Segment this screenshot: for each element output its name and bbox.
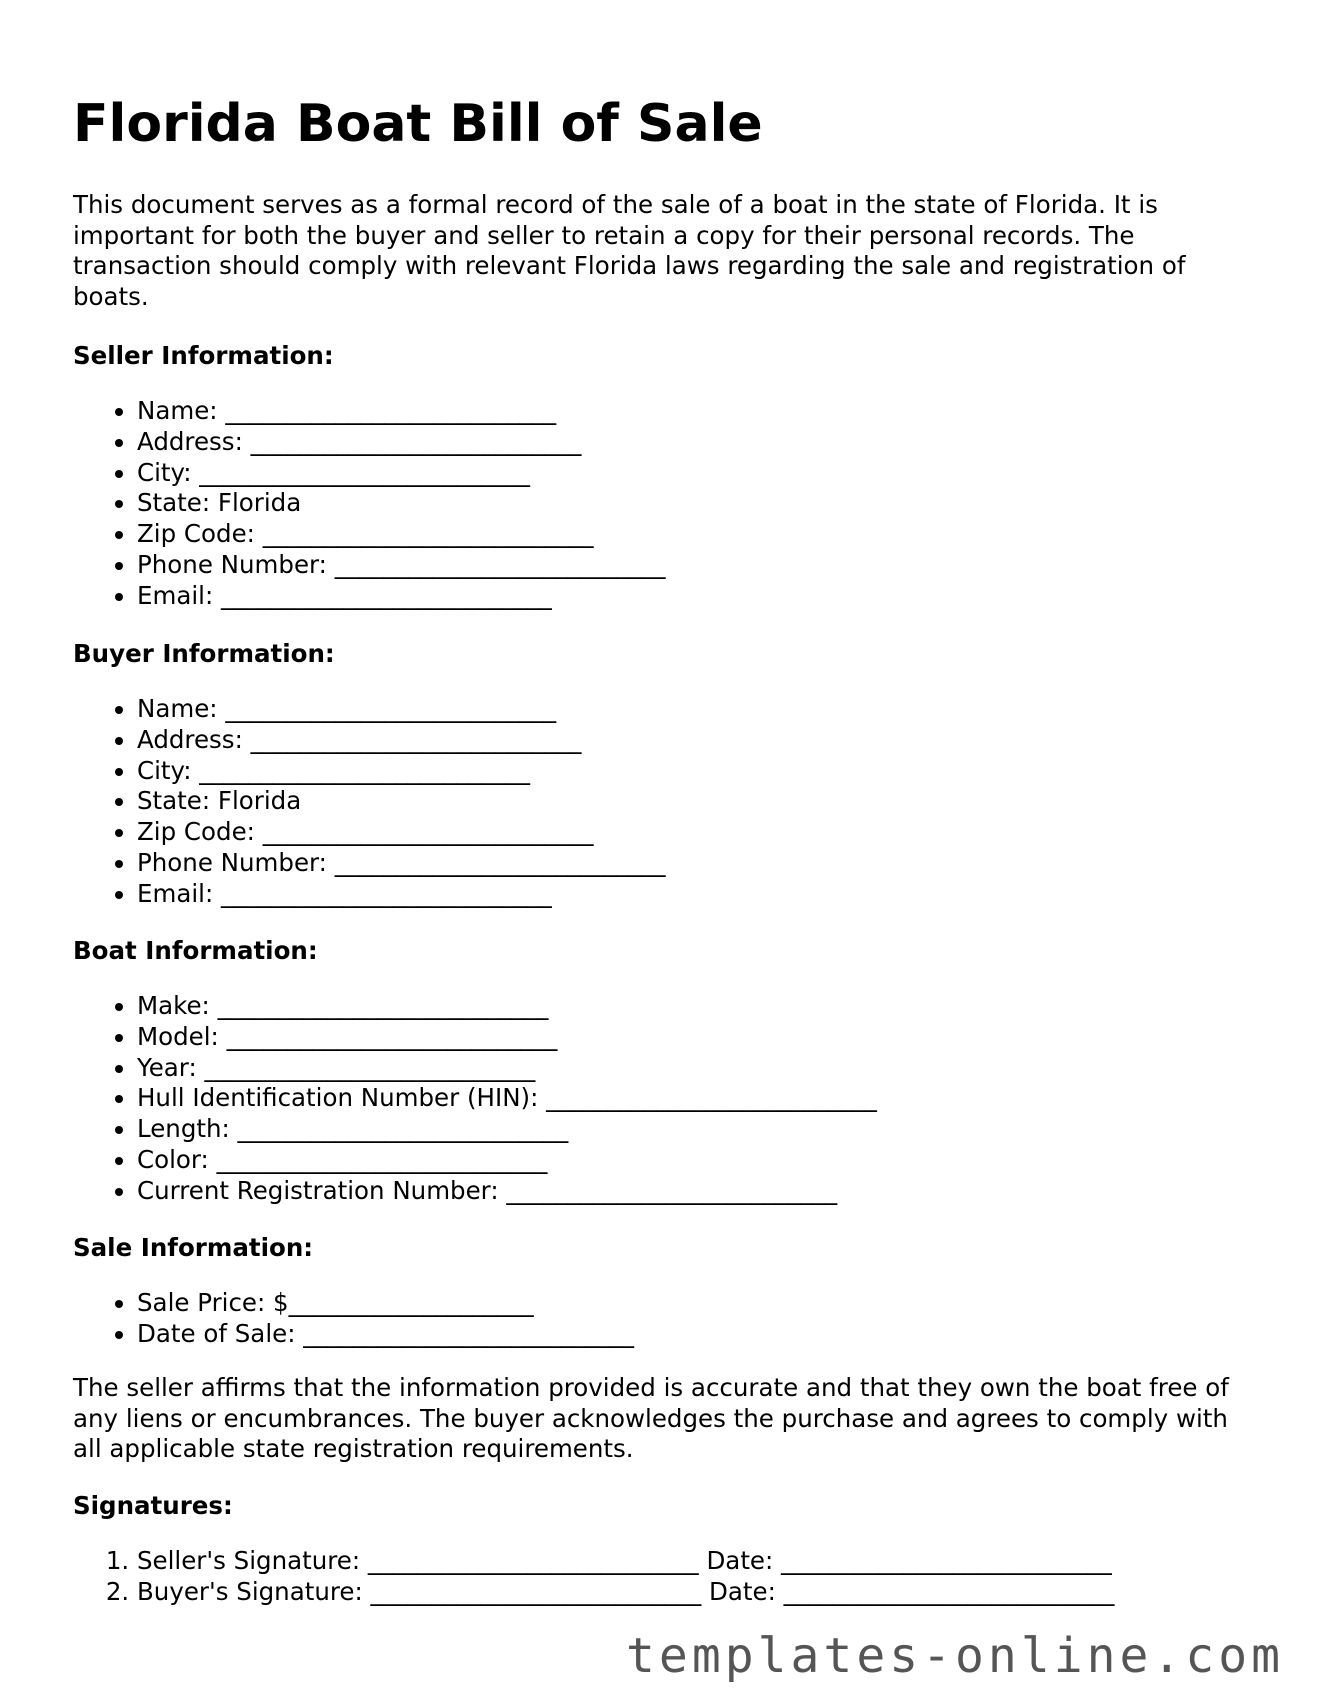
- buyer-state-field: • State: Florida: [137, 786, 665, 817]
- seller-phone-field: • Phone Number: ___________________________: [137, 550, 665, 581]
- buyer-phone-field: • Phone Number: ___________________________: [137, 848, 665, 879]
- seller-signature-line: 1. Seller's Signature: ___________________________ Date: ___________________________: [137, 1546, 1114, 1577]
- buyer-email-field: • Email: ___________________________: [137, 879, 665, 910]
- signatures-list: [73, 1546, 1114, 1608]
- intro-paragraph: This document serves as a formal record of the sale of a boat in the state of Florida. It is important for both the buyer and seller to retain a copy for their personal records. The transaction should comply with relevant Florida laws regarding the sale and registration of boats.: [73, 190, 1186, 311]
- seller-name-field: • Name: ___________________________: [137, 396, 665, 427]
- boat-year-field: • Year: ___________________________: [137, 1053, 877, 1084]
- sale-heading: Sale Information:: [73, 1233, 314, 1262]
- buyer-signature-line: 2. Buyer's Signature: ___________________________ Date: ___________________________: [137, 1577, 1114, 1608]
- boat-hin-field: • Hull Identification Number (HIN): ___________________________: [137, 1083, 877, 1114]
- buyer-address-field: • Address: ___________________________: [137, 725, 665, 756]
- sale-price-field: • Sale Price: $____________________: [137, 1288, 634, 1319]
- buyer-list: [73, 694, 665, 910]
- buyer-heading: Buyer Information:: [73, 639, 335, 668]
- buyer-city-field: • City: ___________________________: [137, 756, 665, 787]
- affirmation-paragraph: The seller affirms that the information provided is accurate and that they own the boat free of any liens or encumbrances. The buyer acknowledges the purchase and agrees to comply with all applicable state registration requirements.: [73, 1373, 1229, 1463]
- buyer-zip-field: • Zip Code: ___________________________: [137, 817, 665, 848]
- boat-registration-field: • Current Registration Number: ___________________________: [137, 1176, 877, 1207]
- seller-address-field: • Address: ___________________________: [137, 427, 665, 458]
- signatures-heading: Signatures:: [73, 1491, 233, 1520]
- seller-state-field: • State: Florida: [137, 488, 665, 519]
- seller-zip-field: • Zip Code: ___________________________: [137, 519, 665, 550]
- seller-city-field: • City: ___________________________: [137, 458, 665, 489]
- document-title: Florida Boat Bill of Sale: [73, 94, 763, 154]
- buyer-name-field: • Name: ___________________________: [137, 694, 665, 725]
- watermark: templates-online.com: [626, 1628, 1284, 1684]
- boat-heading: Boat Information:: [73, 936, 318, 965]
- boat-color-field: • Color: ___________________________: [137, 1145, 877, 1176]
- boat-length-field: • Length: ___________________________: [137, 1114, 877, 1145]
- boat-list: [73, 991, 877, 1207]
- boat-model-field: • Model: ___________________________: [137, 1022, 877, 1053]
- boat-make-field: • Make: ___________________________: [137, 991, 877, 1022]
- sale-date-field: • Date of Sale: ___________________________: [137, 1319, 634, 1350]
- seller-heading: Seller Information:: [73, 341, 334, 370]
- sale-list: [73, 1288, 634, 1350]
- seller-email-field: • Email: ___________________________: [137, 581, 665, 612]
- seller-list: [73, 396, 665, 612]
